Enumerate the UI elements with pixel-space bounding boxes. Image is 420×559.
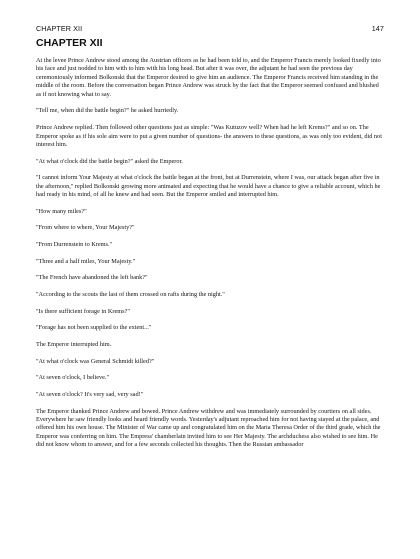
paragraph: "The French have abandoned the left bank?": [36, 274, 148, 282]
paragraph: "Forage has not been supplied to the extent...": [36, 324, 152, 332]
paragraph: "Tell me, when did the battle begin?" he asked hurriedly.: [36, 107, 179, 115]
paragraph: "How many miles?": [36, 207, 87, 215]
document-page: [36, 24, 384, 458]
paragraph: "According to the scouts the last of them crossed on rafts during the night.": [36, 291, 225, 299]
paragraph: "From where to where, Your Majesty?": [36, 224, 135, 232]
paragraph: "At seven o'clock, I believe.": [36, 374, 110, 382]
paragraph: "At what o'clock was General Schmidt killed?": [36, 357, 155, 365]
running-title: CHAPTER XII: [36, 24, 83, 33]
chapter-title: CHAPTER XII: [36, 37, 103, 49]
running-header: [36, 24, 384, 33]
page-number: 147: [371, 24, 384, 33]
paragraph: The Emperor interrupted him.: [36, 340, 112, 348]
paragraph: "Is there sufficient forage in Krems?": [36, 307, 130, 315]
paragraph: "At seven o'clock? It's very sad, very sad!": [36, 390, 144, 398]
paragraph: The Emperor thanked Prince Andrew and bowed. Prince Andrew withdrew and was immediately surrounded by courtiers on all sides. Everywhere he saw friendly looks and heard friendly words. Yesterday's adjutant reproached him for not having stayed at the palace, and offered him his own house. The Minister of War came up and congratulated him on the Maria Theresa Order of the third grade, which the Emperor was conferring on him. The Empress' chamberlain invited him to see Her Majesty. The archduchess also wished to see him. He did not know whom to answer, and for a few seconds collected his thoughts. Then the Russian ambassador: [36, 407, 381, 449]
paragraph: "Three and a half miles, Your Majesty.": [36, 257, 136, 265]
paragraph: "From Durrenstein to Krems.": [36, 241, 113, 249]
body-text: [36, 57, 384, 450]
paragraph: At the levee Prince Andrew stood among the Austrian officers as he had been told to, and the Emperor Francis merely looked fixedly into his face and just nodded to him with to him with his long head. But after it was over, the adjutant he had seen the previous day ceremoniously informed Bolkonski that the Emperor desired to give him an audience. The Emperor Francis received him standing in the middle of the room. Before the conversation began Prince Andrew was struck by the fact that the Emperor seemed confused and blushed as if not knowing what to say.: [36, 57, 381, 98]
paragraph: "I cannot inform Your Majesty at what o'clock the battle began at the front, but at Durrenstein, where I was, our attack began after five in the afternoon," replied Bolkonski growing more animated and expecting that he would have a chance to give a reliable account, which he had ready in his mind, of all he knew and had seen. But the Emperor smiled and interrupted him.: [36, 174, 381, 199]
paragraph: Prince Andrew replied. Then followed other questions just as simple: "Was Kutuzov well? When had he left Krems?" and so on. The Emperor spoke as if his sole aim were to put a given number of questions- the answers to these questions, as was only too evident, did not interest him.: [36, 124, 382, 148]
paragraph: "At what o'clock did the battle begin?" asked the Emperor.: [36, 157, 183, 165]
